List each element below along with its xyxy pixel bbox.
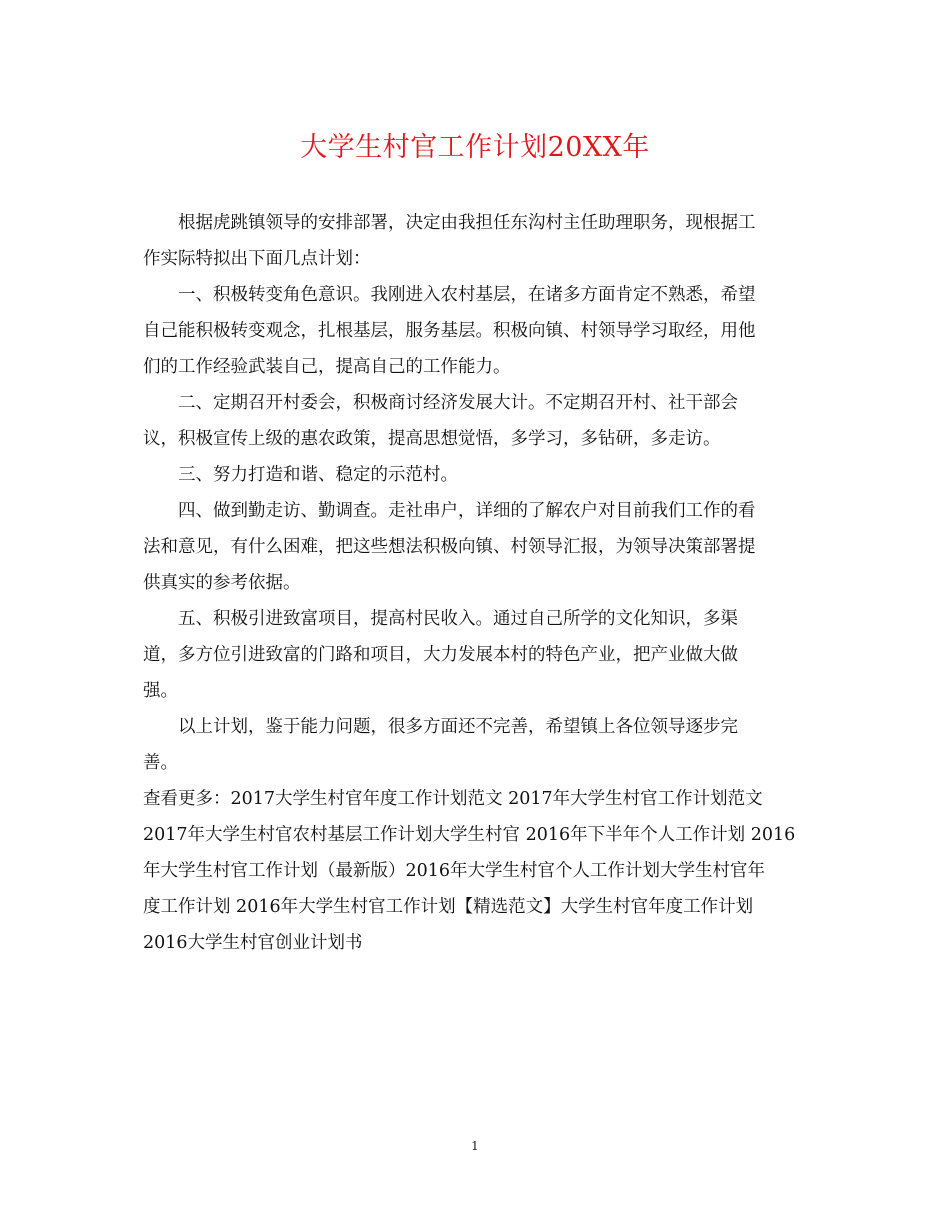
paragraph-line: 们的工作经验武装自己，提高自己的工作能力。	[143, 357, 511, 377]
paragraph-line: 四、做到勤走访、勤调查。走社串户，详细的了解农户对目前我们工作的看	[178, 501, 756, 521]
paragraph-item-1	[143, 277, 811, 385]
page-number: 1	[471, 1139, 479, 1153]
paragraph-line: 一、积极转变角色意识。我刚进入农村基层，在诸多方面肯定不熟悉，希望	[178, 285, 756, 305]
paragraph-line: 强。	[143, 681, 178, 701]
paragraph-item-3	[143, 457, 811, 493]
paragraph-item-4	[143, 493, 811, 601]
paragraph-line: 根据虎跳镇领导的安排部署，决定由我担任东沟村主任助理职务，现根据工	[178, 213, 756, 233]
paragraph-line: 作实际特拟出下面几点计划：	[143, 249, 371, 269]
document-title: 大学生村官工作计划20XX年	[300, 132, 650, 163]
see-more-line[interactable]: 年大学生村官工作计划（最新版）2016年大学生村官个人工作计划大学生村官年	[143, 861, 766, 881]
see-more-line[interactable]: 2017年大学生村官农村基层工作计划大学生村官 2016年下半年个人工作计划 2016	[143, 825, 796, 845]
paragraph-intro	[143, 205, 811, 277]
paragraph-line: 道，多方位引进致富的门路和项目，大力发展本村的特色产业，把产业做大做	[143, 645, 738, 665]
paragraph-line: 以上计划，鉴于能力问题，很多方面还不完善，希望镇上各位领导逐步完	[178, 717, 738, 737]
paragraph-line: 法和意见，有什么困难，把这些想法积极向镇、村领导汇报，为领导决策部署提	[143, 537, 756, 557]
see-more-line[interactable]: 2016大学生村官创业计划书	[143, 933, 363, 953]
paragraph-line: 善。	[143, 753, 178, 773]
paragraph-line: 供真实的参考依据。	[143, 573, 301, 593]
paragraph-line: 自己能积极转变观念，扎根基层，服务基层。积极向镇、村领导学习取经，用他	[143, 321, 756, 341]
document-body	[143, 205, 811, 961]
paragraph-line: 三、努力打造和谐、稳定的示范村。	[178, 465, 458, 485]
see-more-line[interactable]: 查看更多：2017大学生村官年度工作计划范文 2017年大学生村官工作计划范文	[143, 789, 763, 809]
see-more-line[interactable]: 度工作计划 2016年大学生村官工作计划【精选范文】大学生村官年度工作计划	[143, 897, 754, 917]
see-more-links[interactable]	[143, 781, 811, 961]
paragraph-conclusion	[143, 709, 811, 781]
paragraph-line: 议，积极宣传上级的惠农政策，提高思想觉悟，多学习，多钻研，多走访。	[143, 429, 721, 449]
paragraph-line: 二、定期召开村委会，积极商讨经济发展大计。不定期召开村、社干部会	[178, 393, 738, 413]
paragraph-item-2	[143, 385, 811, 457]
paragraph-line: 五、积极引进致富项目，提高村民收入。通过自己所学的文化知识，多渠	[178, 609, 738, 629]
paragraph-item-5	[143, 601, 811, 709]
